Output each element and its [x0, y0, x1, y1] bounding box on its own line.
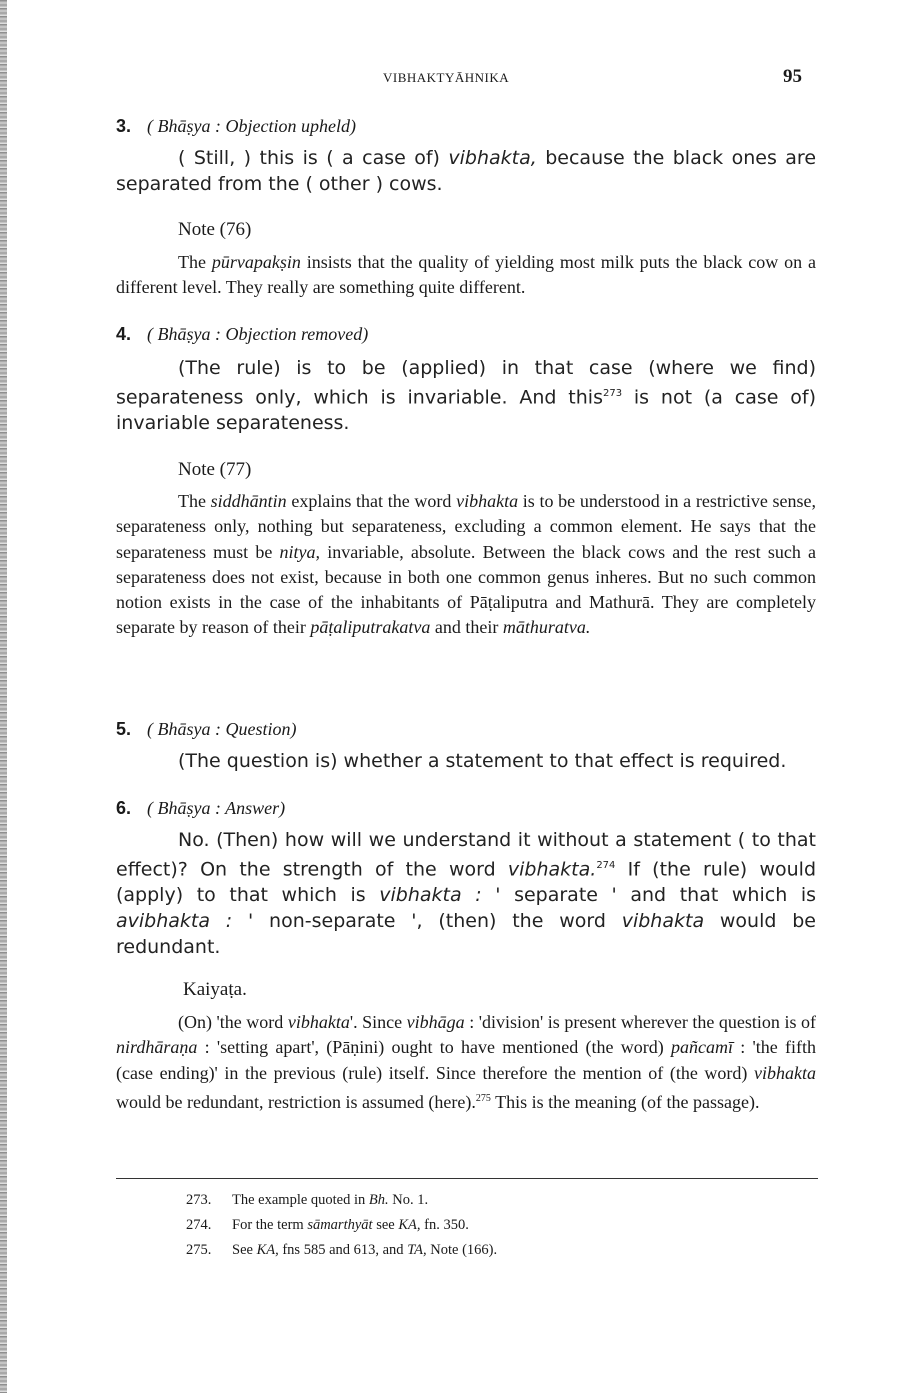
section-label: ( Bhāṣya : Objection removed): [147, 324, 369, 344]
footnote-273: 273. The example quoted in Bh. No. 1.: [186, 1192, 429, 1208]
footnote-ref: 274: [596, 860, 616, 871]
section-5-heading: [116, 719, 296, 740]
note-76-heading: Note (76): [178, 219, 252, 240]
footnote-ref: 275: [475, 1092, 491, 1104]
scanned-page-edge: [0, 0, 7, 1393]
section-6-text: No. (Then) how will we understand it without a statement ( to that effect)? On the strength of the word vibhakta.$^{274}$ If (the rule) would (apply) to that which is vibhakta : ' separate ' and that which is avibhakta : ' non-separate ', (then) the word vibhakta would be redundant.: [116, 829, 817, 959]
section-label: ( Bhāṣya : Objection upheld): [147, 116, 356, 136]
section-label: ( Bhāṣya : Answer): [147, 798, 286, 818]
kaiyata-heading: Kaiyaṭa.: [183, 979, 247, 1000]
section-3-heading: [116, 116, 356, 137]
section-4-text: (The rule) is to be (applied) in that case (where we find) separateness only, which is invariable. And this$^{273}$ is not (a case of) invariable separateness.: [116, 357, 816, 435]
footnote-ref: 273: [602, 388, 623, 399]
section-number: 5.: [116, 719, 132, 739]
footnote-274: 274. For the term sāmarthyāt see KA, fn. 350.: [186, 1217, 469, 1233]
footnote-rule: [116, 1178, 818, 1179]
footnote-275: 275. See KA, fns 585 and 613, and TA, Note (166).: [186, 1242, 498, 1258]
section-number: 3.: [116, 116, 132, 136]
note-76-text: The pūrvapakṣin insists that the quality of yielding most milk puts the black cow on a different level. They really are something quite different.: [116, 252, 816, 298]
section-3-text: ( Still, ) this is ( a case of) vibhakta, because the black ones are separated from the ( other ) cows.: [116, 147, 817, 195]
note-77-heading: Note (77): [178, 459, 252, 480]
section-label: ( Bhāsya : Question): [147, 719, 297, 739]
note-77-text: The siddhāntin explains that the word vibhakta is to be understood in a restrictive sense, separateness only, nothing but separateness, excluding a common element. He says that the separateness must be nitya, invariable, absolute. Between the black cows and the rest such a separateness does not exist, because in both one common genus inheres. But no such common notion exists in the case of the inhabitants of Pāṭaliputra and Mathurā. They are completely separate by reason of their pāṭaliputrakatva and their māthuratva.: [116, 491, 817, 638]
section-number: 6.: [116, 798, 132, 818]
section-5-text: (The question is) whether a statement to that effect is required.: [178, 750, 787, 772]
section-6-heading: [116, 798, 285, 819]
kaiyata-text: (On) 'the word vibhakta'. Since vibhāga : 'division' is present wherever the question is of nirdhāraṇa : 'setting apart', (Pāṇini) ought to have mentioned (the word) pañcamī : 'the fifth (case ending)' in the previous (rule) itself. Since therefore the mention of (the word) vibhakta would be redundant, restriction is assumed (here).$^{275}$ This is the meaning (of the passage).: [116, 1012, 817, 1112]
section-4-heading: [116, 324, 368, 345]
running-head: VIBHAKTYĀHNIKA: [383, 70, 510, 85]
page-number: 95: [783, 66, 802, 87]
section-number: 4.: [116, 324, 132, 344]
